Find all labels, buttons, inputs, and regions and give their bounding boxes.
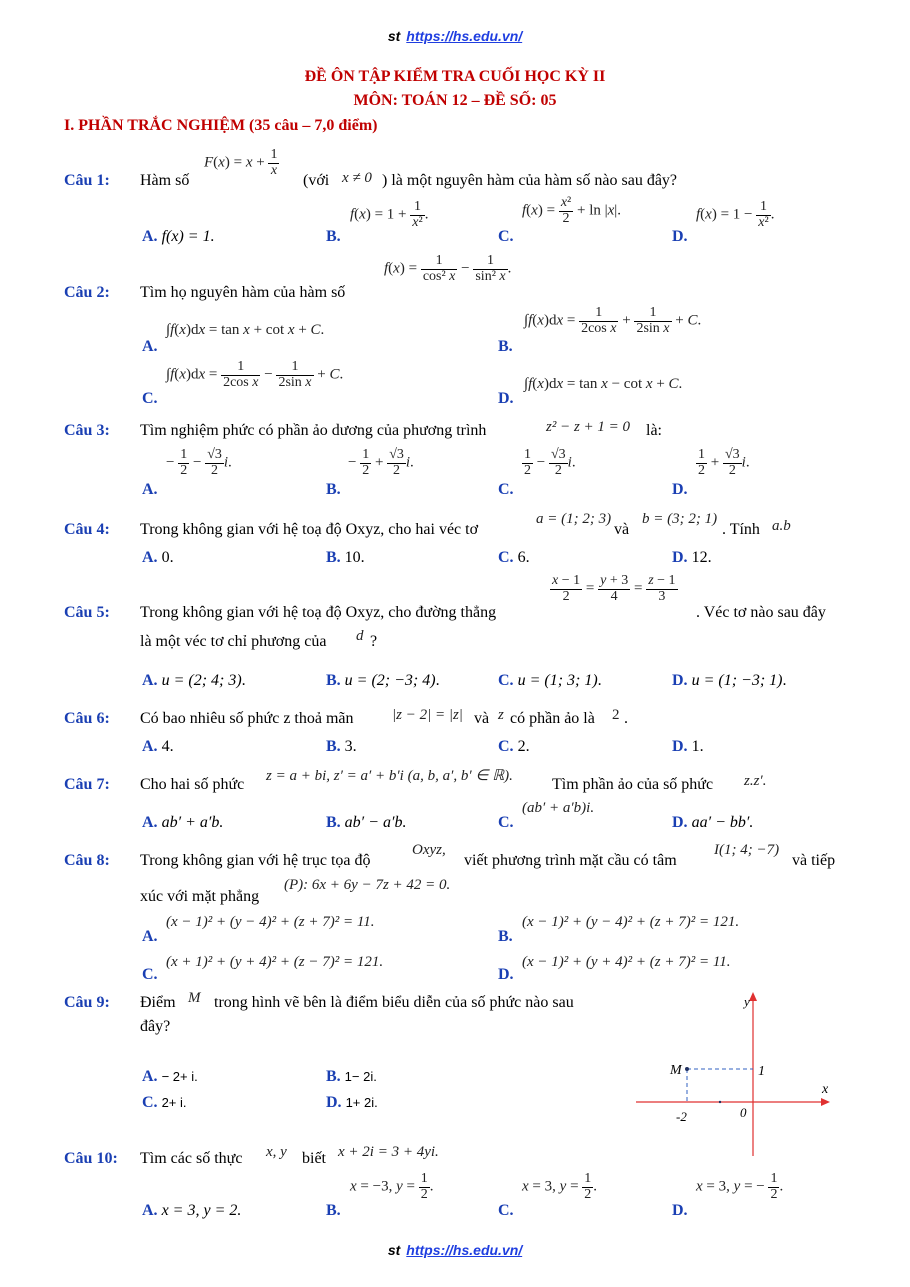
- question-4-option-c[interactable]: C. 6.: [498, 549, 530, 566]
- question-10-text-mid: biết: [302, 1150, 326, 1167]
- complex-plane-figure: [632, 990, 842, 1160]
- question-7-option-c[interactable]: [498, 814, 514, 832]
- option-c-label: C.: [498, 481, 514, 498]
- option-a-label: A.: [142, 228, 158, 245]
- question-2-option-c[interactable]: [142, 390, 158, 408]
- question-9-text: Điểm: [140, 994, 176, 1011]
- option-text: 2+ i.: [161, 1095, 187, 1110]
- option-c-label: C.: [142, 1094, 158, 1111]
- footer-link[interactable]: https://hs.edu.vn/: [406, 1242, 523, 1258]
- question-1-option-c-expr: f(x) = $\frac{\text{x²}}{2}$ + ln |x|.: [522, 195, 622, 226]
- question-1-option-b-expr: f(x) = 1 + $\frac{1}{\text{x²}}$ .: [350, 199, 429, 230]
- question-5-line2: là một véc tơ chỉ phương của: [140, 633, 327, 650]
- header-link[interactable]: https://hs.edu.vn/: [406, 28, 523, 44]
- option-text: 1+ 2i.: [345, 1095, 378, 1110]
- option-b-label: B.: [326, 738, 341, 755]
- option-c-label: C.: [498, 814, 514, 831]
- origin-label: 0: [740, 1105, 747, 1120]
- question-10-option-c-expr: x = 3, y = $\frac{1}{2}$ .: [522, 1171, 598, 1202]
- y-axis-arrow: [749, 992, 757, 1001]
- question-6-option-c[interactable]: C. 2.: [498, 738, 530, 755]
- question-5-number: Câu 5:: [64, 604, 110, 621]
- question-8-text: Trong không gian với hệ trục tọa độ: [140, 852, 371, 869]
- option-d-label: D.: [498, 966, 514, 983]
- question-3-option-a-expr: − $\frac{1}{2}$ − $\frac{√3}{2}$ i.: [166, 447, 232, 478]
- option-a-label: A.: [142, 549, 158, 566]
- option-text: 2: [517, 738, 526, 755]
- question-6-option-b[interactable]: B. 3.: [326, 738, 357, 755]
- option-a-label: A.: [142, 481, 158, 498]
- y-tick-1: 1: [758, 1064, 765, 1079]
- question-1-expr: F(x) = x + $\frac{1}{x}$: [204, 147, 278, 178]
- question-3-option-b-expr: − $\frac{1}{2}$ + $\frac{√3}{2}$ i.: [348, 447, 414, 478]
- question-3-option-d[interactable]: [672, 481, 688, 499]
- question-10-number: Câu 10:: [64, 1150, 118, 1167]
- option-c-label: C.: [498, 672, 514, 689]
- question-4-text: Trong không gian với hệ toạ độ Oxyz, cho hai véc tơ: [140, 521, 479, 538]
- question-7-expr: z = a + bi, z′ = a′ + b′i (a, b, a′, b′ ∈ ℝ).: [266, 768, 513, 784]
- question-3-option-c-expr: $\frac{1}{2}$ − $\frac{√3}{2}$ i.: [524, 447, 576, 478]
- question-6-option-a[interactable]: A. 4.: [142, 738, 174, 755]
- question-7-option-a[interactable]: [142, 814, 223, 832]
- option-a-label: A.: [142, 672, 158, 689]
- question-4-tinh: . Tính: [722, 521, 760, 538]
- question-2-option-a-expr: ∫f(x)dx = tan x + cot x + C.: [166, 322, 325, 338]
- question-6-z: z: [498, 707, 504, 723]
- section-heading: I. PHẦN TRẮC NGHIỆM (35 câu – 7,0 điểm): [64, 117, 378, 134]
- option-text: f(x) = 1.: [161, 228, 215, 245]
- footer-prefix: st: [387, 1242, 401, 1258]
- question-4-option-d[interactable]: D. 12.: [672, 549, 712, 566]
- option-text: u = (1; 3; 1): [517, 672, 598, 689]
- question-8-plane: (P): 6x + 6y − 7z + 42 = 0.: [284, 877, 451, 893]
- option-b-label: B.: [326, 1202, 341, 1219]
- question-4-option-b[interactable]: B. 10.: [326, 549, 365, 566]
- question-2-option-b-expr: ∫f(x)dx = $\frac{1}{\text{2cos x}}$ + $\frac{1}{\text{2sin x}}$ + C.: [524, 305, 702, 336]
- header-prefix: st: [387, 28, 401, 44]
- question-9-number: Câu 9:: [64, 994, 110, 1011]
- question-8-text-end: và tiếp: [792, 852, 836, 869]
- option-text: x = 3, y = 2.: [161, 1202, 242, 1219]
- question-2-option-b[interactable]: [498, 338, 513, 356]
- option-d-label: D.: [672, 672, 688, 689]
- option-d-label: D.: [326, 1094, 342, 1111]
- question-2-option-a[interactable]: [142, 338, 158, 356]
- option-text: 1: [691, 738, 700, 755]
- question-8-oxyz: Oxyz,: [412, 842, 446, 858]
- question-2-text: Tìm họ nguyên hàm của hàm số: [140, 284, 346, 301]
- question-5-option-b[interactable]: B. u = (2; −3; 4).: [326, 672, 440, 689]
- question-8-option-b[interactable]: [498, 928, 513, 946]
- option-a-label: A.: [142, 1068, 158, 1085]
- question-8-line2: xúc với mặt phẳng: [140, 888, 260, 905]
- option-d-label: D.: [672, 1202, 688, 1219]
- option-b-label: B.: [326, 672, 341, 689]
- question-4-option-a[interactable]: A. 0.: [142, 549, 174, 566]
- x-axis-label: x: [822, 1082, 829, 1097]
- question-4-and: và: [614, 521, 630, 538]
- question-10-xy: x, y: [266, 1144, 287, 1160]
- question-7-zz: z.z′.: [744, 773, 767, 789]
- option-a-label: A.: [142, 814, 158, 831]
- option-text: aa′ − bb′.: [691, 814, 754, 831]
- page-header: [0, 28, 910, 44]
- option-a-label: A.: [142, 928, 158, 945]
- question-1-cond: x ≠ 0: [342, 170, 372, 186]
- option-b-label: B.: [326, 228, 341, 245]
- option-c-label: C.: [498, 738, 514, 755]
- option-d-label: D.: [498, 390, 514, 407]
- question-2-option-d[interactable]: [498, 390, 514, 408]
- question-4-dot: a.b: [772, 518, 791, 534]
- question-3-number: Câu 3:: [64, 422, 110, 439]
- question-9-line2: đây?: [140, 1018, 171, 1035]
- question-5-option-c[interactable]: C. u = (1; 3; 1).: [498, 672, 602, 689]
- question-8-text-mid: viết phương trình mặt cầu có tâm: [464, 852, 677, 869]
- question-9-option-b[interactable]: [326, 1068, 377, 1086]
- question-1-number: Câu 1:: [64, 172, 110, 189]
- question-5-text: Trong không gian với hệ toạ độ Oxyz, cho đường thẳng: [140, 604, 497, 621]
- question-5-d: d: [356, 628, 364, 644]
- question-5-q: ?: [370, 633, 378, 650]
- question-9-option-d[interactable]: [326, 1094, 378, 1112]
- option-text: 6: [517, 549, 526, 566]
- option-text: 3: [344, 738, 353, 755]
- question-7-number: Câu 7:: [64, 776, 110, 793]
- option-d-label: D.: [672, 814, 688, 831]
- question-3-text: Tìm nghiệm phức có phần ảo dương của phương trình: [140, 422, 487, 439]
- question-3-option-d-expr: $\frac{1}{2}$ + $\frac{√3}{2}$ i.: [698, 447, 750, 478]
- option-text: 4: [161, 738, 170, 755]
- question-5-expr: $\frac{x - 1}{2}$ = $\frac{y + 3}{4}$ = $\frac{z - 1}{3}$: [552, 573, 676, 604]
- question-9-option-c[interactable]: [142, 1094, 187, 1112]
- x-axis-arrow: [821, 1098, 830, 1106]
- option-d-label: D.: [672, 228, 688, 245]
- option-text: 1− 2i.: [344, 1069, 377, 1084]
- option-a-label: A.: [142, 338, 158, 355]
- question-10-text: Tìm các số thực: [140, 1150, 243, 1167]
- question-3-option-b[interactable]: [326, 481, 341, 499]
- question-3-option-a[interactable]: [142, 481, 158, 499]
- option-c-label: C.: [498, 549, 514, 566]
- question-9-text-end: trong hình vẽ bên là điểm biểu diễn của số phức nào sau: [214, 994, 574, 1011]
- option-b-label: B.: [326, 549, 341, 566]
- question-10-option-c[interactable]: [498, 1202, 514, 1220]
- option-c-label: C.: [498, 1202, 514, 1219]
- option-text: u = (1; −3; 1): [691, 672, 783, 689]
- question-8-option-d-expr: (x − 1)² + (y + 4)² + (z + 7)² = 11.: [522, 954, 731, 970]
- question-10-option-d[interactable]: [672, 1202, 688, 1220]
- option-text: ab′ + a′b.: [161, 814, 224, 831]
- question-5-option-a[interactable]: A. u = (2; 4; 3).: [142, 672, 246, 689]
- question-1-option-a[interactable]: [142, 228, 215, 246]
- option-c-label: C.: [142, 390, 158, 407]
- question-10-option-d-expr: x = 3, y = − $\frac{1}{2}$ .: [696, 1171, 784, 1202]
- question-8-center: I(1; 4; −7): [714, 842, 780, 858]
- tick-minus-1: [719, 1101, 721, 1103]
- question-10-option-a[interactable]: [142, 1202, 241, 1220]
- point-m: [685, 1067, 689, 1071]
- page-footer: [0, 1242, 910, 1258]
- option-text: ab′ − a′b.: [344, 814, 407, 831]
- option-text: u = (2; 4; 3): [161, 672, 242, 689]
- question-8-option-a-expr: (x − 1)² + (y − 4)² + (z + 7)² = 11.: [166, 914, 375, 930]
- option-a-label: A.: [142, 1202, 158, 1219]
- option-a-label: A.: [142, 738, 158, 755]
- question-6-text-end: có phần ảo là: [510, 710, 595, 727]
- question-8-option-d[interactable]: [498, 966, 514, 984]
- exam-subtitle: MÔN: TOÁN 12 – ĐỀ SỐ: 05: [353, 92, 557, 109]
- option-b-label: B.: [326, 481, 341, 498]
- question-8-number: Câu 8:: [64, 852, 110, 869]
- option-b-label: B.: [326, 1068, 341, 1085]
- option-text: − 2+ i.: [161, 1069, 198, 1084]
- option-d-label: D.: [672, 481, 688, 498]
- question-1-option-d[interactable]: [672, 228, 688, 246]
- question-2-number: Câu 2:: [64, 284, 110, 301]
- question-6-period: .: [624, 710, 628, 727]
- question-6-text: Có bao nhiêu số phức z thoả mãn: [140, 710, 354, 727]
- option-b-label: B.: [498, 338, 513, 355]
- question-7-option-b[interactable]: [326, 814, 406, 832]
- option-d-label: D.: [672, 549, 688, 566]
- option-text: 12: [691, 549, 708, 566]
- x-tick-minus-2: -2: [676, 1109, 687, 1124]
- y-axis-label: y: [744, 994, 750, 1009]
- option-c-label: C.: [498, 228, 514, 245]
- question-3-expr: z² − z + 1 = 0: [546, 419, 631, 435]
- question-1-option-c[interactable]: [498, 228, 514, 246]
- question-5-option-d[interactable]: D. u = (1; −3; 1).: [672, 672, 787, 689]
- question-2-expr: f(x) = $\frac{1}{\text{cos² x}}$ − $\frac{1}{\text{sin² x}}$ .: [384, 253, 512, 284]
- question-2-option-d-expr: ∫f(x)dx = tan x − cot x + C.: [524, 376, 683, 392]
- question-1-text-b: (với: [303, 172, 330, 189]
- question-9-option-a[interactable]: [142, 1068, 198, 1086]
- question-3-option-c[interactable]: [498, 481, 514, 499]
- question-1-text-a: Hàm số: [140, 172, 190, 189]
- question-5-text-end: . Véc tơ nào sau đây: [696, 604, 826, 621]
- question-8-option-a[interactable]: [142, 928, 158, 946]
- question-8-option-b-expr: (x − 1)² + (y − 4)² + (z + 7)² = 121.: [522, 914, 740, 930]
- question-7-text-end: Tìm phần ảo của số phức: [552, 776, 714, 793]
- question-8-option-c-expr: (x + 1)² + (y + 4)² + (z − 7)² = 121.: [166, 954, 384, 970]
- question-6-two: 2: [612, 707, 620, 723]
- option-b-label: B.: [326, 814, 341, 831]
- question-8-option-c[interactable]: [142, 966, 158, 984]
- question-6-text-mid: và: [474, 710, 490, 727]
- question-1-option-b[interactable]: [326, 228, 341, 246]
- question-3-text-end: là:: [646, 422, 662, 439]
- question-7-option-d[interactable]: [672, 814, 753, 832]
- question-2-option-c-expr: ∫f(x)dx = $\frac{1}{\text{2cos x}}$ − $\frac{1}{\text{2sin x}}$ + C.: [166, 359, 344, 390]
- question-7-option-c-expr: (ab′ + a′b)i.: [522, 800, 595, 816]
- question-9-M: M: [188, 990, 201, 1006]
- question-10-expr: x + 2i = 3 + 4yi.: [338, 1144, 439, 1160]
- point-m-label: M: [670, 1063, 682, 1078]
- question-1-option-d-expr: f(x) = 1 − $\frac{1}{\text{x²}}$ .: [696, 199, 775, 230]
- option-c-label: C.: [142, 966, 158, 983]
- option-b-label: B.: [498, 928, 513, 945]
- option-d-label: D.: [672, 738, 688, 755]
- question-1-text-c: ) là một nguyên hàm của hàm số nào sau đây?: [382, 172, 678, 189]
- exam-title: ĐỀ ÔN TẬP KIỂM TRA CUỐI HỌC KỲ II: [304, 68, 606, 85]
- question-6-option-d[interactable]: D. 1.: [672, 738, 704, 755]
- question-7-text: Cho hai số phức: [140, 776, 245, 793]
- question-4-number: Câu 4:: [64, 521, 110, 538]
- question-6-number: Câu 6:: [64, 710, 110, 727]
- question-6-expr: |z − 2| = |z|: [392, 707, 463, 723]
- question-4-vector-b: b = (3; 2; 1): [642, 511, 718, 527]
- option-text: 10: [344, 549, 361, 566]
- option-text: u = (2; −3; 4): [344, 672, 436, 689]
- question-4-vector-a: a = (1; 2; 3): [536, 511, 612, 527]
- question-10-option-b-expr: x = −3, y = $\frac{1}{2}$ .: [350, 1171, 434, 1202]
- question-10-option-b[interactable]: [326, 1202, 341, 1220]
- option-text: 0: [161, 549, 170, 566]
